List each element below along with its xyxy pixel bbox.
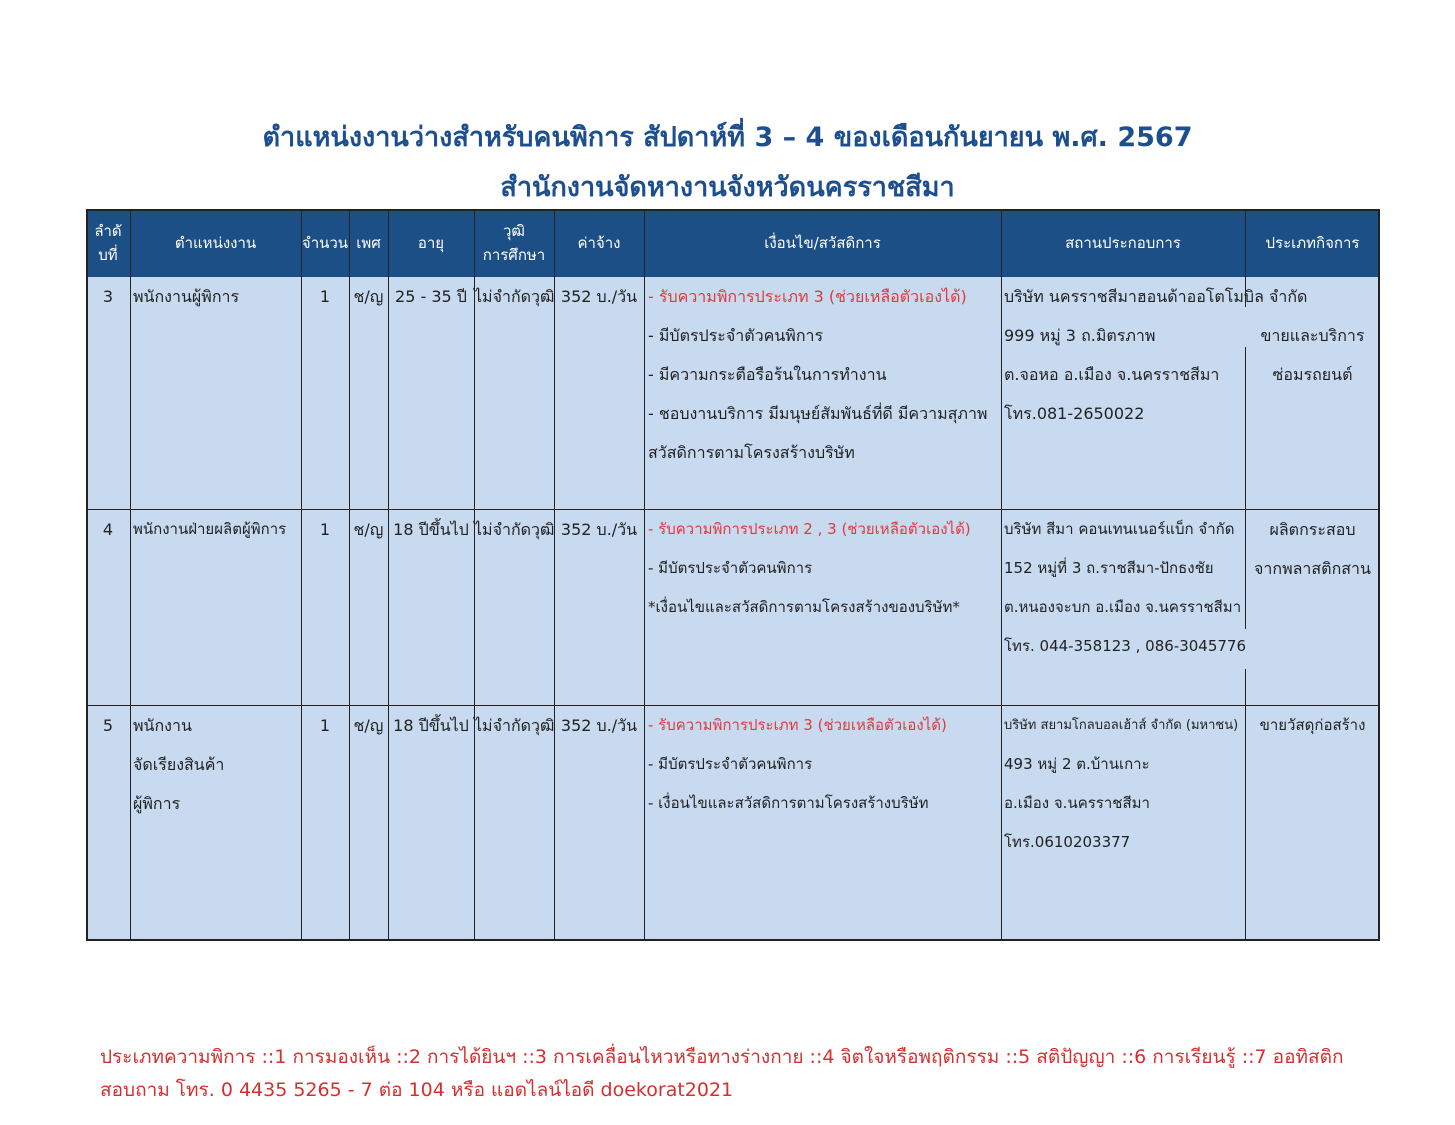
row-no: 4 [102,520,114,539]
contact-info: สอบถาม โทร. 0 4435 5265 - 7 ต่อ 104 หรือ แอดไลน์ไอดี doekorat2021 [100,1079,734,1101]
row-position: พนักงานฝ่ายผลิตผู้พิการ [133,520,287,538]
row-count: 1 [319,520,331,539]
row-education: ไม่จำกัดวุฒิ [474,716,555,735]
header-no: ลำดั บที่ [94,222,122,264]
row-age: 18 ปีขึ้นไป [393,520,469,539]
row-business: ขายและบริการ ซ่อมรถยนต์ [1260,326,1365,384]
row-wage: 352 บ./วัน [560,287,638,306]
row-sex: ช/ญ [353,287,384,306]
row-sex: ช/ญ [353,716,384,735]
page-subtitle: สำนักงานจัดหางานจังหวัดนครราชสีมา [500,172,955,203]
row-conditions: - รับความพิการประเภท 2 , 3 (ช่วยเหลือตัวเองได้) - มีบัตรประจำตัวคนพิการ *เงื่อนไขและสวัสดิการตามโครงสร้างของบริษัท* [648,510,971,627]
row-age: 25 - 35 ปี [395,287,467,306]
header-age: อายุ [417,234,445,252]
disability-type-requirement: - รับความพิการประเภท 3 (ช่วยเหลือตัวเองได้) [648,716,947,734]
row-count: 1 [319,287,331,306]
row-sex: ช/ญ [353,520,384,539]
row-wage: 352 บ./วัน [560,520,638,539]
row-education: ไม่จำกัดวุฒิ [474,520,555,539]
header-education: วุฒิ การศึกษา [482,222,546,264]
row-employer: บริษัท สีมา คอนเทนเนอร์แบ็ก จำกัด 152 หมู่ที่ 3 ถ.ราชสีมา-ปักธงชัย ต.หนองจะบก อ.เมือง จ.นครราชสีมา โทร. 044-358123 , 086-3045776 [1004,520,1246,655]
row-wage: 352 บ./วัน [560,716,638,735]
page-title: ตำแหน่งงานว่างสำหรับคนพิการ สัปดาห์ที่ 3 – 4 ของเดือนกันยายน พ.ศ. 2567 [262,122,1193,153]
header-employer: สถานประกอบการ [1065,234,1181,252]
disability-type-requirement: - รับความพิการประเภท 3 (ช่วยเหลือตัวเองได้) [648,287,967,306]
header-count: จำนวน [301,234,349,252]
disability-type-requirement: - รับความพิการประเภท 2 , 3 (ช่วยเหลือตัวเองได้) [648,520,971,538]
row-business: ขายวัสดุก่อสร้าง [1259,716,1366,734]
row-count: 1 [319,716,331,735]
row-position: พนักงาน จัดเรียงสินค้า ผู้พิการ [133,716,225,813]
row-education: ไม่จำกัดวุฒิ [474,287,555,306]
row-employer: บริษัท สยามโกลบอลเฮ้าส์ จำกัด (มหาชน) 493 หมู่ 2 ต.บ้านเกาะ อ.เมือง จ.นครราชสีมา โทร.0610203377 [1004,718,1239,851]
header-business: ประเภทกิจการ [1265,234,1360,252]
disability-type-legend: ประเภทความพิการ ::1 การมองเห็น ::2 การได้ยินฯ ::3 การเคลื่อนไหวหรือทางร่างกาย ::4 จิตใจหรือพฤติกรรม ::5 สติปัญญา ::6 การเรียนรู้ ::7 ออทิสติก [100,1046,1344,1068]
row-no: 3 [102,287,114,306]
header-sex: เพศ [356,234,381,252]
row-business: ผลิตกระสอบ จากพลาสติกสาน [1254,520,1371,578]
row-conditions: - รับความพิการประเภท 3 (ช่วยเหลือตัวเองได้) - มีบัตรประจำตัวคนพิการ - เงื่อนไขและสวัสดิการตามโครงสร้างบริษัท [648,706,947,823]
header-conditions: เงื่อนไข/สวัสดิการ [764,234,881,252]
job-table [86,209,1380,941]
row-employer: บริษัท นครราชสีมาฮอนด้าออโตโมบิล จำกัด 999 หมู่ 3 ถ.มิตรภาพ ต.จอหอ อ.เมือง จ.นครราชสีมา โทร.081-2650022 [1004,287,1308,423]
row-conditions: - รับความพิการประเภท 3 (ช่วยเหลือตัวเองได้) - มีบัตรประจำตัวคนพิการ - มีความกระตือรือร้นในการทำงาน - ชอบงานบริการ มีมนุษย์สัมพันธ์ที่ดี มีความสุภาพ สวัสดิการตามโครงสร้างบริษัท [648,277,987,472]
row-position: พนักงานผู้พิการ [133,287,240,306]
row-no: 5 [102,716,114,735]
header-wage: ค่าจ้าง [577,234,621,252]
row-age: 18 ปีขึ้นไป [393,716,469,735]
header-position: ตำแหน่งงาน [174,234,257,252]
